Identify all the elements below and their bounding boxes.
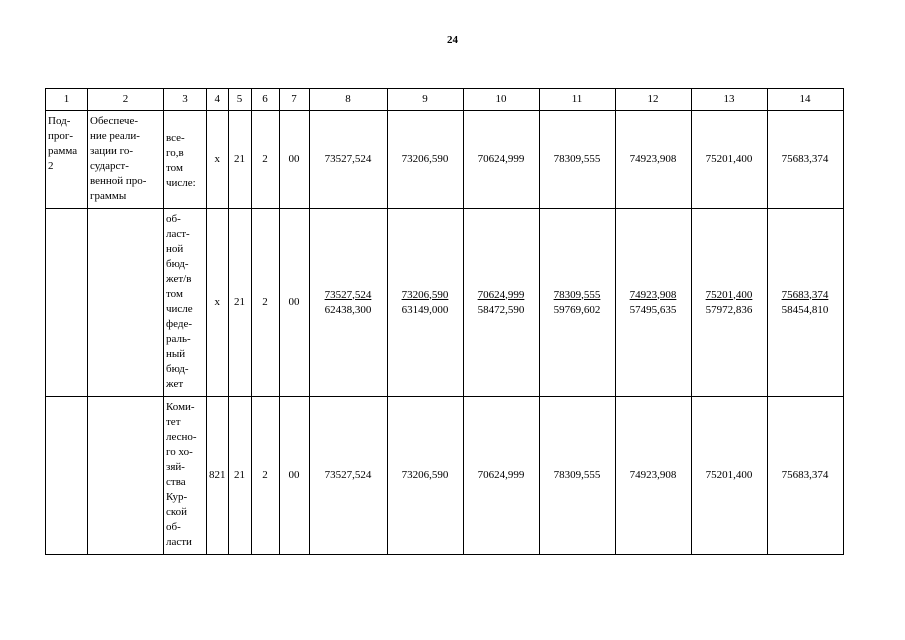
- value-cell: 73527,524: [309, 111, 387, 209]
- value-federal: 59769,602: [553, 303, 601, 316]
- code-cell: 00: [279, 111, 309, 209]
- value-total: 75683,374: [781, 288, 829, 301]
- value-federal: 63149,000: [401, 303, 449, 316]
- value-cell: 75201,400: [691, 397, 767, 555]
- description-cell: Обеспече- ние реали- зации го- сударст- венной про- граммы: [88, 111, 164, 209]
- funding-source-cell: все- го,в том числе:: [164, 111, 207, 209]
- value-cell: 73206,590: [387, 397, 463, 555]
- value-federal: 57495,635: [629, 303, 677, 316]
- code-cell: 2: [251, 209, 279, 397]
- value-total: 74923,908: [629, 288, 677, 301]
- value-federal: 58454,810: [781, 303, 829, 316]
- header-cell: 5: [228, 89, 251, 111]
- value-total: 73206,590: [401, 288, 449, 301]
- value-cell: [767, 209, 843, 397]
- value-cell: [463, 209, 539, 397]
- value-cell: [539, 209, 615, 397]
- description-cell: [88, 209, 164, 397]
- code-cell: 00: [279, 397, 309, 555]
- code-cell: 21: [228, 111, 251, 209]
- value-cell: 73206,590: [387, 111, 463, 209]
- value-cell: [691, 209, 767, 397]
- value-cell: 75201,400: [691, 111, 767, 209]
- value-total: 70624,999: [477, 288, 525, 301]
- code-cell: 2: [251, 111, 279, 209]
- header-cell: 4: [207, 89, 229, 111]
- value-federal: 58472,590: [477, 303, 525, 316]
- code-cell: 21: [228, 397, 251, 555]
- page-number: 24: [447, 34, 458, 46]
- value-cell: 78309,555: [539, 111, 615, 209]
- header-cell: 1: [46, 89, 88, 111]
- description-cell: [88, 397, 164, 555]
- header-cell: 8: [309, 89, 387, 111]
- value-cell: 70624,999: [463, 397, 539, 555]
- header-cell: 14: [767, 89, 843, 111]
- value-total: 78309,555: [553, 288, 601, 301]
- value-total: 75201,400: [705, 288, 753, 301]
- value-cell: [309, 209, 387, 397]
- value-cell: 74923,908: [615, 397, 691, 555]
- header-row: [46, 89, 844, 111]
- value-federal: 57972,836: [705, 303, 753, 316]
- table-row: [46, 397, 844, 555]
- header-cell: 6: [251, 89, 279, 111]
- funding-source-cell: Коми- тет лесно- го хо- зяй- ства Кур- ской об- ласти: [164, 397, 207, 555]
- header-cell: 13: [691, 89, 767, 111]
- subprogram-cell: [46, 397, 88, 555]
- subprogram-cell: [46, 209, 88, 397]
- header-cell: 3: [164, 89, 207, 111]
- subprogram-cell: Под- прог- рамма 2: [46, 111, 88, 209]
- value-cell: 70624,999: [463, 111, 539, 209]
- value-cell: 74923,908: [615, 111, 691, 209]
- table-row: [46, 111, 844, 209]
- header-cell: 11: [539, 89, 615, 111]
- funding-source-cell: об- ласт- ной бюд- жет/в том числе феде- раль- ный бюд- жет: [164, 209, 207, 397]
- code-cell: 21: [228, 209, 251, 397]
- code-cell: х: [207, 209, 229, 397]
- value-cell: 73527,524: [309, 397, 387, 555]
- value-total: 73527,524: [324, 288, 372, 301]
- value-cell: 75683,374: [767, 397, 843, 555]
- value-federal: 62438,300: [324, 303, 372, 316]
- table-row: [46, 209, 844, 397]
- value-cell: 78309,555: [539, 397, 615, 555]
- header-cell: 9: [387, 89, 463, 111]
- code-cell: х: [207, 111, 229, 209]
- code-cell: 821: [207, 397, 229, 555]
- header-cell: 12: [615, 89, 691, 111]
- budget-table: [45, 88, 844, 555]
- header-cell: 10: [463, 89, 539, 111]
- code-cell: 2: [251, 397, 279, 555]
- value-cell: 75683,374: [767, 111, 843, 209]
- value-cell: [615, 209, 691, 397]
- value-cell: [387, 209, 463, 397]
- code-cell: 00: [279, 209, 309, 397]
- header-cell: 2: [88, 89, 164, 111]
- header-cell: 7: [279, 89, 309, 111]
